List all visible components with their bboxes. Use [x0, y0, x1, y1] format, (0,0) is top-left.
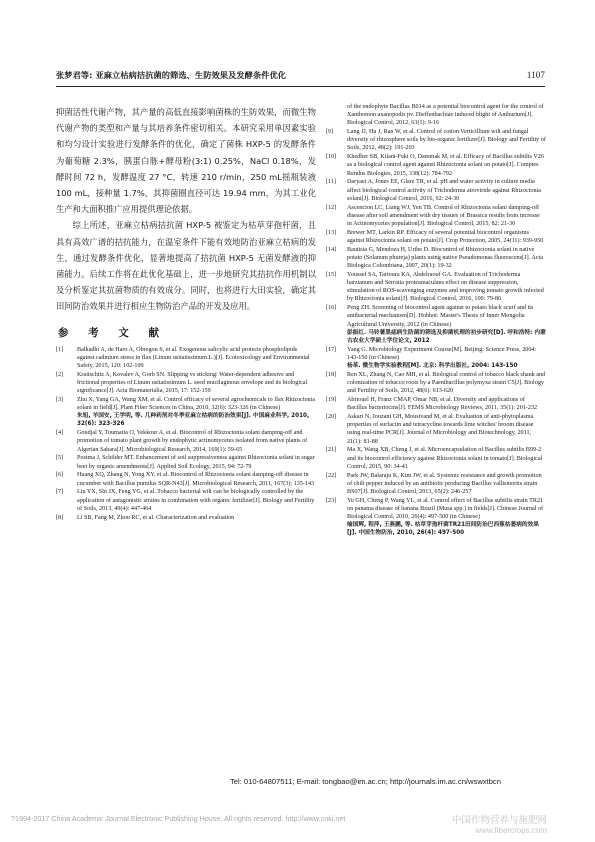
reference-entry: [326, 371, 546, 395]
reference-text: Khedher SB, Kilani-Feki O, Dammak M, et al. Efficacy of Bacillus subtilis V26 as a biological control agent against Rhizoctonia solani on potato[J]. Comptes Rendus Biologies, 2015, 338(12): 784-792: [347, 154, 544, 177]
watermark-text: 中国作物营养与施肥网: [451, 815, 547, 826]
running-title: 张梦君等: 亚麻立枯病拮抗菌的筛选、生防效果及发酵条件优化: [56, 70, 287, 80]
reference-text: Kraitschitz A, Kovalev A, Gorb SN. Slipping vs sticking: Water-dependent adhesive and frictional properties of Linum usitatissimum L. seed mucilaginous envelope and its biological significance[J]. Acta Biomaterialia, 2015, 17: 152-159: [77, 371, 308, 395]
reference-number: [21]: [326, 447, 337, 454]
reference-text: Huang XQ, Zhang N, Yong XY, et al. Biocontrol of Rhizoctonia solani damping-off disease in cucumber with Bacillus pumilus SQR-N43[J]. Microbiological Research, 2011, 167(3): 135-143: [77, 472, 315, 487]
copyright-footer: ?1994-2017 China Academic Journal Electronic Publishing House. All rights reserved. http://www.cnki.net: [11, 814, 346, 823]
reference-text: Li SB, Fang M, Zhou RC, et al. Characterization and evaluation: [77, 514, 235, 521]
reference-text: Yu GH, Cheng P, Wang YL, et al. Control effect of Bacillus subtilis strain TR21 on panama disease of banana Brazil (Musa spp.) in fields[J]. Chinese Journal of Biological Control, 2010, 26(4): 497-500 (in Chinese): [347, 497, 544, 520]
reference-text: Bautista G, Mendoza H, Uribe D. Biocontrol of Rhizoctonia solani in native potato (Solanum phureja) plants using native Pseudomonas fluorescens[J]. Acta Biologica Colombiana, 2007, 20(1): 19-32: [347, 246, 543, 270]
reference-entry: [56, 429, 316, 453]
reference-entry: [56, 371, 316, 395]
reference-number: [10]: [326, 154, 337, 161]
left-column: [56, 104, 316, 522]
reference-entry: [56, 514, 316, 522]
reference-text: Goudjal Y, Toumatia O, Yekkour A, et al. Biocontrol of Rhizoctonia solani damping-off and promotion of tomato plant growth by endophytic actinomycetes isolated from native plants of Algerian Sahara[J]. Microbiological Research, 2014, 169(1): 59-65: [77, 430, 308, 453]
reference-number: [4]: [56, 430, 64, 437]
reference-number: [12]: [326, 204, 337, 211]
reference-list-left: [56, 346, 316, 522]
reference-continuation: of the endophyte Bacillus B014 as a potential biocontrol agent for the control of Xanthomon axanopodis pv. Dieffenbachiae induced blight of Anthurium[J]. Biological Control, 2012, 63(1): 9-16: [347, 104, 544, 127]
reference-entry: [326, 271, 546, 304]
reference-text: Liu YX, Shi JX, Feng YG, et al. Tobacco bacterial wilt can be biologically controlled by the application of antagonistic strains in combination with organic fertilizer[J]. Biology and Fertility of Soils, 2013, 49(4): 447-464: [77, 489, 315, 512]
reference-entry: [326, 229, 546, 245]
reference-entry: [326, 446, 546, 470]
reference-text: Peng ZH. Screening of biocontrol agent against to potato black scurf and its antibacterial mechanism[D]. Hohhot: Master's Thesis of Inner Mongolia Agricultural University, 2012 (in Chinese): [347, 305, 534, 328]
reference-number: [20]: [326, 414, 337, 421]
reference-text: Abriouel H, Franz CMAP, Omar NB, et al. Diversity and applications of Bacillus bacteriocins[J]. FEMS Microbiology Reviews, 2011, 35(1): 201-232: [347, 397, 538, 412]
reference-entry: [326, 413, 546, 446]
journal-contact: Tel: 010-64807511; E-mail: tongbao@im.ac.cn; http://journals.im.ac.cn/wswxtbcn: [230, 777, 501, 786]
reference-entry: [326, 497, 546, 538]
reference-entry: [56, 488, 316, 512]
reference-chinese-text: 彭振红. 马铃薯黑痣病生防菌的筛选及抑菌机理的初步研究[D]. 呼和浩特: 内蒙古农业大学硕士学位论文, 2012: [347, 329, 546, 344]
reference-text: Youssef SA, Tartoura KA, Abdelraouf GA. Evaluation of Trichoderma harzianum and Serratia proteamaculans effect on disease suppression, stimulation of ROS-scavenging enzymes and improving tomato growth infected by Rhizoctonia solani[J]. Biological Control, 2016, 100: 79-86: [347, 271, 544, 303]
reference-text: Brewer MT, Larkin RP. Efficacy of several potential biocontrol organisms against Rhizoctonia solani on potato[J]. Crop Protection, 2005, 24(11): 939-950: [347, 229, 544, 244]
reference-text: Postma J, Schilder MT. Enhancement of soil suppressiveness against Rhizoctonia solani in sugar beet by organic amendments[J]. Applied Soil Ecology, 2015, 94: 72-79: [77, 455, 315, 470]
reference-entry: [56, 471, 316, 487]
reference-number: [11]: [326, 179, 337, 186]
reference-list-right: [326, 128, 546, 537]
reference-text: Ren XL, Zhang N, Cao MH, et al. Biological control of tobacco black shank and colonization of tobacco roots by a Paenibacillus polymyxa strain C5[J]. Biology and Fertility of Soils, 2012, 48(6): 613-620: [347, 371, 546, 395]
reference-entry: [326, 396, 546, 412]
reference-number: [16]: [326, 305, 337, 312]
reference-text: Yang G. Microbiology Experiment Course[M]. Beijing: Science Press, 2004: 143-150 (in Chinese): [347, 346, 537, 361]
reference-text: Balkadhi A, de Haro A, Obregon S, et al. Exogenous salicylic acid protects phospholipids against cadmium stress in flax (Linum usitatissimum L.)[J]. Ecotoxicology and Environmental Safety, 2015, 120: 102-109: [77, 346, 310, 369]
reference-entry: [56, 346, 316, 370]
page-number: 1107: [526, 70, 545, 80]
reference-text: Lang JJ, Hu J, Ran W, et al. Control of cotton Verticillium wilt and fungal diversity of rhizosphere soils by bio-organic fertilizer[J]. Biology and Fertility of Soils, 2012, 48(2): 191-203: [347, 129, 546, 152]
reference-number: [19]: [326, 397, 337, 404]
reference-number: [14]: [326, 246, 337, 253]
reference-chinese-text: 杨革. 微生物学实验教程[M]. 北京: 科学出版社, 2004: 143-150: [347, 363, 518, 370]
right-column: [326, 103, 546, 538]
reference-number: [17]: [326, 346, 337, 353]
reference-number: [15]: [326, 271, 337, 278]
reference-text: Askari N, Jouzani GH, Mousivand M, et al. Evaluation of anti-phytoplasma properties of surfactin and tetracycline towards lime witches' broom disease using real-time PCR[J]. Journal of Microbiology and Biotechnology, 2011, 21(1): 81-88: [347, 414, 534, 445]
reference-entry: [326, 178, 546, 202]
reference-number: [1]: [56, 346, 64, 353]
reference-entry: [326, 204, 546, 228]
references-heading: 参 考 文 献: [58, 326, 167, 339]
reference-text: Park JW, Balaraju K, Kim JW, et al. Systemic resistance and growth promotion of chili pepper induced by an antibiotic producing Bacillus vallismortis strain BS07[J]. Biological Control, 2013, 65(2): 246-257: [347, 472, 542, 495]
reference-number: [5]: [56, 455, 64, 462]
reference-entry: [326, 128, 546, 152]
reference-entry: [56, 396, 316, 429]
reference-entry: [326, 346, 546, 370]
running-header: [56, 70, 545, 84]
reference-number: [3]: [56, 396, 64, 403]
reference-entry: [56, 454, 316, 470]
reference-text: Ma X, Wang XB, Cheng J, et al. Microencapsulation of Bacillus subtilis B99-2 and its biocontrol efficiency against Rhizoctonia solani in tomato[J]. Biological Control, 2015, 90: 34-41: [347, 447, 543, 470]
reference-number: [2]: [56, 371, 64, 378]
reference-text: Ascencion LC, Liang WJ, Yen TB. Control of Rhizoctonia solani damping-off disease after soil amendment with dry tissues of Brassica results from increase in Actinomycetes population[J]. Biological Control, 2015, 82: 21-30: [347, 204, 540, 227]
reference-number: [18]: [326, 371, 337, 378]
header-rule: [56, 86, 545, 87]
reference-number: [22]: [326, 472, 337, 479]
reference-number: [8]: [56, 514, 64, 521]
reference-number: [6]: [56, 472, 64, 479]
reference-text: Zhu X, Yang GA, Wang XM, et al. Control efficacy of several agrochemicals to flax Rhizoctonia solani in field[J]. Plant Fiber Sciences in China, 2010, 32(6): 323-326 (in Chinese): [77, 396, 316, 412]
watermark-url: www.fibercrops.com: [475, 826, 547, 835]
reference-number: [9]: [326, 129, 334, 136]
reference-entry: [326, 153, 546, 177]
reference-text: Daryaei A, Jones EE, Glare TR, et al. pH and water activity in culture media affect biological control activity of Trichoderma atroviride against Rhizoctonia solani[J]. Biological Control, 2016, 92: 24-30: [347, 179, 541, 202]
reference-number: [13]: [326, 229, 337, 236]
body-paragraph-2: 综上所述，亚麻立枯病拮抗菌 HXP-5 被鉴定为枯草芽孢杆菌，且具有高效广谱的拮抗能力，在温室条件下能有效地防治亚麻立枯病的发生，通过发酵条件优化，显著地提高了拮抗菌 HXP-5 无菌发酵液的抑菌能力。后续工作将在此优化基础上，进一步地研究其拮抗作用机制以及分析鉴定其抗菌物质的有效成分。同时，也将进行大田实验，确定其田间防治效果并进行相应生物防治产品的开发及应用。: [56, 220, 316, 312]
reference-number: [7]: [56, 489, 64, 496]
reference-chinese-text: 喻国辉, 程萍, 王燕鹏, 等. 枯草芽孢杆菌TR21田间防治巴西蕉枯萎病的效果[J]. 中国生物防治, 2010, 26(4): 497-500: [347, 522, 539, 537]
body-paragraph-1: 抑菌活性代谢产物，其产量的高低直接影响菌株的生防效果，而微生物代谢产物的类型和产量与其培养条件密切相关。本研究采用单因素实验和均匀设计实验进行发酵条件的优化，确定了菌株 HXP-5 的发酵条件为葡萄糖 2.3%，胰蛋白胨+酵母粉(3:1) 0.25%，NaCl 0.18%，发酵时间 72 h，发酵温度 27 °C，转速 210 r/min，250 mL摇瓶装液 100 mL，接种量 1.7%，其抑菌圈直径可达 19.94 mm，为其工业化生产和大面积推广应用提供理论依据。: [56, 107, 316, 215]
reference-chinese-text: 朱旭, 羊国安, 王学明, 等. 几种药剂对冬季亚麻立枯病的防治效果[J]. 中国麻业科学, 2010, 32(6): 323-326: [77, 413, 310, 428]
reference-entry: [326, 246, 546, 270]
reference-entry: [326, 472, 546, 496]
reference-entry: [326, 304, 546, 345]
reference-number: [23]: [326, 497, 337, 504]
